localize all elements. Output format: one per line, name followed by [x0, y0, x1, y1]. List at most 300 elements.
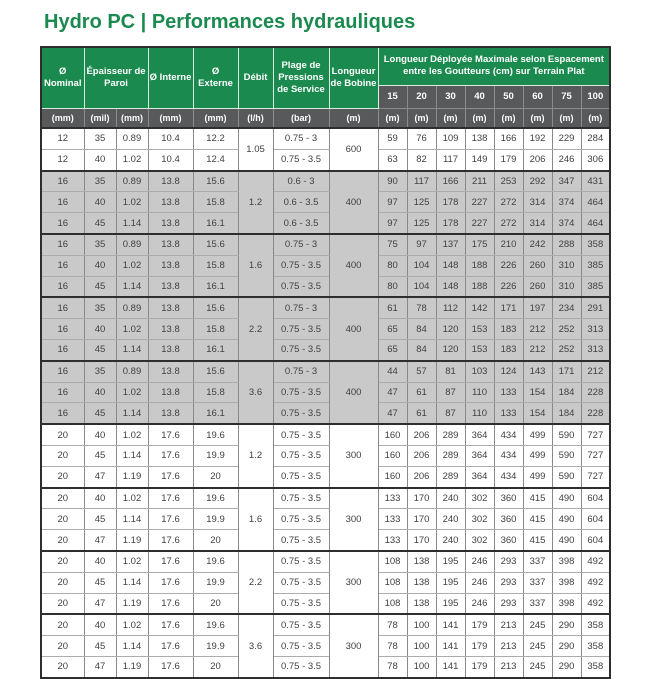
unit-spacing-30: (m): [436, 108, 465, 128]
deployed-length-cell: 290: [552, 656, 581, 677]
deployed-length-cell: 183: [494, 339, 523, 360]
nominal-diameter-cell: 16: [41, 319, 84, 340]
wall-thickness-mil-cell: 47: [84, 593, 116, 614]
wall-thickness-mil-cell: 35: [84, 234, 116, 255]
deployed-length-cell: 170: [407, 530, 436, 551]
wall-thickness-mil-cell: 47: [84, 466, 116, 487]
unit-spacing-15: (m): [378, 108, 407, 128]
deployed-length-cell: 364: [465, 445, 494, 466]
deployed-length-cell: 195: [436, 572, 465, 593]
deployed-length-cell: 246: [465, 593, 494, 614]
deployed-length-cell: 727: [581, 424, 610, 445]
deployed-length-cell: 206: [523, 149, 552, 170]
unit-spacing-20: (m): [407, 108, 436, 128]
deployed-length-cell: 360: [494, 509, 523, 530]
deployed-length-cell: 364: [465, 466, 494, 487]
unit-pressure: (bar): [273, 108, 329, 128]
deployed-length-cell: 82: [407, 149, 436, 170]
deployed-length-cell: 213: [494, 636, 523, 657]
nominal-diameter-cell: 12: [41, 128, 84, 149]
internal-diameter-cell: 13.8: [148, 382, 193, 403]
pressure-range-cell: 0.75 - 3.5: [273, 656, 329, 677]
deployed-length-cell: 289: [436, 445, 465, 466]
deployed-length-cell: 490: [552, 488, 581, 509]
coil-length-cell: 300: [329, 614, 378, 677]
deployed-length-cell: 227: [465, 213, 494, 234]
internal-diameter-cell: 17.6: [148, 551, 193, 572]
header-row-units: [41, 108, 610, 128]
deployed-length-cell: 374: [552, 192, 581, 213]
pressure-range-cell: 0.75 - 3.5: [273, 593, 329, 614]
deployed-length-cell: 240: [436, 509, 465, 530]
deployed-length-cell: 213: [494, 656, 523, 677]
deployed-length-cell: 206: [407, 445, 436, 466]
deployed-length-cell: 63: [378, 149, 407, 170]
deployed-length-cell: 213: [494, 614, 523, 635]
wall-thickness-mm-cell: 1.02: [116, 424, 148, 445]
deployed-length-cell: 108: [378, 572, 407, 593]
pressure-range-cell: 0.75 - 3.5: [273, 276, 329, 297]
table-row: [41, 636, 610, 657]
pressure-range-cell: 0.75 - 3.5: [273, 466, 329, 487]
table-row: [41, 361, 610, 382]
wall-thickness-mm-cell: 1.02: [116, 192, 148, 213]
table-row: [41, 297, 610, 318]
external-diameter-cell: 19.9: [193, 572, 238, 593]
internal-diameter-cell: 13.8: [148, 255, 193, 276]
deployed-length-cell: 240: [436, 530, 465, 551]
deployed-length-cell: 289: [436, 466, 465, 487]
deployed-length-cell: 153: [465, 339, 494, 360]
nominal-diameter-cell: 16: [41, 361, 84, 382]
wall-thickness-mil-cell: 45: [84, 213, 116, 234]
unit-spacing-40: (m): [465, 108, 494, 128]
deployed-length-cell: 314: [523, 213, 552, 234]
deployed-length-cell: 313: [581, 319, 610, 340]
col-header-spacing-40: 40: [465, 85, 494, 108]
deployed-length-cell: 499: [523, 466, 552, 487]
flow-rate-cell: 1.2: [238, 171, 273, 234]
table-row: [41, 276, 610, 297]
deployed-length-cell: 154: [523, 403, 552, 424]
deployed-length-cell: 290: [552, 614, 581, 635]
deployed-length-cell: 179: [465, 614, 494, 635]
table-row: [41, 339, 610, 360]
deployed-length-cell: 112: [436, 297, 465, 318]
col-header-internal-diameter: Ø Interne: [148, 47, 193, 108]
coil-length-cell: 400: [329, 234, 378, 297]
deployed-length-cell: 61: [378, 297, 407, 318]
deployed-length-cell: 108: [378, 551, 407, 572]
table-row: [41, 424, 610, 445]
deployed-length-cell: 166: [494, 128, 523, 149]
table-row: [41, 509, 610, 530]
unit-flow: (l/h): [238, 108, 273, 128]
flow-rate-cell: 1.05: [238, 128, 273, 171]
deployed-length-cell: 434: [494, 445, 523, 466]
deployed-length-cell: 210: [494, 234, 523, 255]
external-diameter-cell: 20: [193, 530, 238, 551]
deployed-length-cell: 78: [407, 297, 436, 318]
deployed-length-cell: 120: [436, 339, 465, 360]
deployed-length-cell: 179: [465, 656, 494, 677]
deployed-length-cell: 154: [523, 382, 552, 403]
table-row: [41, 593, 610, 614]
wall-thickness-mil-cell: 40: [84, 149, 116, 170]
internal-diameter-cell: 13.8: [148, 319, 193, 340]
pressure-range-cell: 0.75 - 3.5: [273, 424, 329, 445]
deployed-length-cell: 310: [552, 276, 581, 297]
deployed-length-cell: 148: [436, 255, 465, 276]
table-row: [41, 255, 610, 276]
wall-thickness-mm-cell: 1.14: [116, 572, 148, 593]
pressure-range-cell: 0.75 - 3.5: [273, 319, 329, 340]
flow-rate-cell: 2.2: [238, 297, 273, 360]
wall-thickness-mm-cell: 1.02: [116, 382, 148, 403]
wall-thickness-mm-cell: 0.89: [116, 361, 148, 382]
internal-diameter-cell: 13.8: [148, 171, 193, 192]
deployed-length-cell: 227: [465, 192, 494, 213]
deployed-length-cell: 100: [407, 636, 436, 657]
deployed-length-cell: 234: [552, 297, 581, 318]
deployed-length-cell: 84: [407, 339, 436, 360]
wall-thickness-mil-cell: 40: [84, 551, 116, 572]
hydraulic-performance-table: [40, 46, 611, 679]
external-diameter-cell: 15.6: [193, 234, 238, 255]
external-diameter-cell: 16.1: [193, 213, 238, 234]
internal-diameter-cell: 17.6: [148, 488, 193, 509]
deployed-length-cell: 120: [436, 319, 465, 340]
internal-diameter-cell: 10.4: [148, 149, 193, 170]
deployed-length-cell: 245: [523, 614, 552, 635]
deployed-length-cell: 171: [494, 297, 523, 318]
external-diameter-cell: 12.4: [193, 149, 238, 170]
deployed-length-cell: 288: [552, 234, 581, 255]
nominal-diameter-cell: 16: [41, 339, 84, 360]
wall-thickness-mm-cell: 1.14: [116, 339, 148, 360]
deployed-length-cell: 80: [378, 276, 407, 297]
wall-thickness-mil-cell: 40: [84, 488, 116, 509]
pressure-range-cell: 0.75 - 3.5: [273, 339, 329, 360]
wall-thickness-mil-cell: 45: [84, 339, 116, 360]
flow-rate-cell: 1.2: [238, 424, 273, 487]
internal-diameter-cell: 13.8: [148, 192, 193, 213]
table-row: [41, 445, 610, 466]
wall-thickness-mm-cell: 1.02: [116, 614, 148, 635]
deployed-length-cell: 138: [407, 551, 436, 572]
deployed-length-cell: 415: [523, 530, 552, 551]
external-diameter-cell: 19.9: [193, 445, 238, 466]
nominal-diameter-cell: 20: [41, 614, 84, 635]
deployed-length-cell: 188: [465, 255, 494, 276]
deployed-length-cell: 184: [552, 382, 581, 403]
page-title: Hydro PC | Performances hydrauliques: [44, 11, 416, 33]
wall-thickness-mil-cell: 47: [84, 530, 116, 551]
nominal-diameter-cell: 20: [41, 656, 84, 677]
unit-spacing-60: (m): [523, 108, 552, 128]
deployed-length-cell: 153: [465, 319, 494, 340]
pressure-range-cell: 0.75 - 3.5: [273, 509, 329, 530]
deployed-length-cell: 727: [581, 445, 610, 466]
deployed-length-cell: 293: [494, 572, 523, 593]
wall-thickness-mm-cell: 1.14: [116, 276, 148, 297]
deployed-length-cell: 47: [378, 403, 407, 424]
coil-length-cell: 400: [329, 171, 378, 234]
deployed-length-cell: 178: [436, 192, 465, 213]
nominal-diameter-cell: 20: [41, 636, 84, 657]
coil-length-cell: 300: [329, 488, 378, 551]
internal-diameter-cell: 17.6: [148, 424, 193, 445]
deployed-length-cell: 226: [494, 255, 523, 276]
external-diameter-cell: 19.6: [193, 551, 238, 572]
deployed-length-cell: 492: [581, 572, 610, 593]
deployed-length-cell: 138: [407, 593, 436, 614]
external-diameter-cell: 15.8: [193, 255, 238, 276]
deployed-length-cell: 110: [465, 382, 494, 403]
wall-thickness-mil-cell: 35: [84, 128, 116, 149]
wall-thickness-mm-cell: 0.89: [116, 297, 148, 318]
deployed-length-cell: 291: [581, 297, 610, 318]
nominal-diameter-cell: 12: [41, 149, 84, 170]
table-row: [41, 614, 610, 635]
pressure-range-cell: 0.75 - 3.5: [273, 403, 329, 424]
table-row: [41, 488, 610, 509]
deployed-length-cell: 499: [523, 424, 552, 445]
coil-length-cell: 400: [329, 361, 378, 424]
internal-diameter-cell: 17.6: [148, 614, 193, 635]
pressure-range-cell: 0.75 - 3: [273, 361, 329, 382]
deployed-length-cell: 434: [494, 424, 523, 445]
deployed-length-cell: 57: [407, 361, 436, 382]
deployed-length-cell: 138: [407, 572, 436, 593]
wall-thickness-mm-cell: 1.14: [116, 445, 148, 466]
deployed-length-cell: 125: [407, 192, 436, 213]
wall-thickness-mm-cell: 1.14: [116, 636, 148, 657]
unit-spacing-75: (m): [552, 108, 581, 128]
deployed-length-cell: 59: [378, 128, 407, 149]
table-row: [41, 234, 610, 255]
deployed-length-cell: 289: [436, 424, 465, 445]
internal-diameter-cell: 17.6: [148, 572, 193, 593]
pressure-range-cell: 0.75 - 3.5: [273, 382, 329, 403]
deployed-length-cell: 727: [581, 466, 610, 487]
pressure-range-cell: 0.75 - 3.5: [273, 572, 329, 593]
deployed-length-cell: 179: [465, 636, 494, 657]
deployed-length-cell: 229: [552, 128, 581, 149]
deployed-length-cell: 293: [494, 593, 523, 614]
external-diameter-cell: 15.6: [193, 297, 238, 318]
deployed-length-cell: 160: [378, 424, 407, 445]
deployed-length-cell: 206: [407, 424, 436, 445]
deployed-length-cell: 246: [465, 572, 494, 593]
nominal-diameter-cell: 16: [41, 234, 84, 255]
deployed-length-cell: 133: [378, 530, 407, 551]
internal-diameter-cell: 17.6: [148, 636, 193, 657]
deployed-length-cell: 246: [465, 551, 494, 572]
pressure-range-cell: 0.6 - 3: [273, 171, 329, 192]
deployed-length-cell: 245: [523, 656, 552, 677]
nominal-diameter-cell: 16: [41, 171, 84, 192]
deployed-length-cell: 133: [378, 509, 407, 530]
deployed-length-cell: 212: [523, 319, 552, 340]
deployed-length-cell: 160: [378, 466, 407, 487]
deployed-length-cell: 192: [523, 128, 552, 149]
external-diameter-cell: 16.1: [193, 339, 238, 360]
internal-diameter-cell: 13.8: [148, 339, 193, 360]
col-header-flow-rate: Débit: [238, 47, 273, 108]
deployed-length-cell: 108: [378, 593, 407, 614]
deployed-length-cell: 358: [581, 656, 610, 677]
deployed-length-cell: 337: [523, 551, 552, 572]
deployed-length-cell: 360: [494, 530, 523, 551]
col-header-coil-length: Longueur de Bobine: [329, 47, 378, 108]
external-diameter-cell: 20: [193, 656, 238, 677]
external-diameter-cell: 16.1: [193, 276, 238, 297]
col-header-nominal: Ø Nominal: [41, 47, 84, 108]
deployed-length-cell: 78: [378, 636, 407, 657]
wall-thickness-mil-cell: 47: [84, 656, 116, 677]
wall-thickness-mm-cell: 1.19: [116, 530, 148, 551]
col-header-max-deployed-length: Longueur Déployée Maximale selon Espacement entre les Goutteurs (cm) sur Terrain Plat: [378, 47, 610, 85]
deployed-length-cell: 212: [523, 339, 552, 360]
external-diameter-cell: 15.6: [193, 361, 238, 382]
table-row: [41, 192, 610, 213]
external-diameter-cell: 19.6: [193, 424, 238, 445]
deployed-length-cell: 310: [552, 255, 581, 276]
deployed-length-cell: 188: [465, 276, 494, 297]
col-header-external-diameter: Ø Externe: [193, 47, 238, 108]
deployed-length-cell: 143: [523, 361, 552, 382]
wall-thickness-mm-cell: 1.02: [116, 551, 148, 572]
wall-thickness-mil-cell: 35: [84, 171, 116, 192]
pressure-range-cell: 0.75 - 3.5: [273, 614, 329, 635]
deployed-length-cell: 306: [581, 149, 610, 170]
deployed-length-cell: 242: [523, 234, 552, 255]
wall-thickness-mm-cell: 1.19: [116, 466, 148, 487]
wall-thickness-mm-cell: 1.02: [116, 255, 148, 276]
deployed-length-cell: 75: [378, 234, 407, 255]
deployed-length-cell: 166: [436, 171, 465, 192]
external-diameter-cell: 15.8: [193, 192, 238, 213]
nominal-diameter-cell: 16: [41, 403, 84, 424]
deployed-length-cell: 206: [407, 466, 436, 487]
wall-thickness-mil-cell: 45: [84, 636, 116, 657]
deployed-length-cell: 252: [552, 319, 581, 340]
deployed-length-cell: 398: [552, 593, 581, 614]
nominal-diameter-cell: 20: [41, 572, 84, 593]
deployed-length-cell: 415: [523, 488, 552, 509]
wall-thickness-mil-cell: 45: [84, 445, 116, 466]
nominal-diameter-cell: 16: [41, 213, 84, 234]
external-diameter-cell: 19.9: [193, 509, 238, 530]
wall-thickness-mil-cell: 45: [84, 572, 116, 593]
deployed-length-cell: 78: [378, 614, 407, 635]
table-row: [41, 530, 610, 551]
deployed-length-cell: 590: [552, 424, 581, 445]
wall-thickness-mil-cell: 35: [84, 361, 116, 382]
deployed-length-cell: 87: [436, 403, 465, 424]
wall-thickness-mm-cell: 1.14: [116, 213, 148, 234]
deployed-length-cell: 604: [581, 509, 610, 530]
deployed-length-cell: 604: [581, 530, 610, 551]
external-diameter-cell: 19.6: [193, 614, 238, 635]
external-diameter-cell: 15.8: [193, 382, 238, 403]
deployed-length-cell: 110: [465, 403, 494, 424]
pressure-range-cell: 0.75 - 3.5: [273, 488, 329, 509]
deployed-length-cell: 125: [407, 213, 436, 234]
pressure-range-cell: 0.75 - 3: [273, 234, 329, 255]
pressure-range-cell: 0.75 - 3.5: [273, 255, 329, 276]
deployed-length-cell: 81: [436, 361, 465, 382]
deployed-length-cell: 44: [378, 361, 407, 382]
pressure-range-cell: 0.6 - 3.5: [273, 213, 329, 234]
col-header-pressure-range: Plage de Pressions de Service: [273, 47, 329, 108]
deployed-length-cell: 253: [494, 171, 523, 192]
deployed-length-cell: 260: [523, 276, 552, 297]
deployed-length-cell: 337: [523, 572, 552, 593]
deployed-length-cell: 104: [407, 276, 436, 297]
deployed-length-cell: 197: [523, 297, 552, 318]
deployed-length-cell: 246: [552, 149, 581, 170]
deployed-length-cell: 148: [436, 276, 465, 297]
deployed-length-cell: 109: [436, 128, 465, 149]
internal-diameter-cell: 13.8: [148, 213, 193, 234]
deployed-length-cell: 358: [581, 234, 610, 255]
external-diameter-cell: 12.2: [193, 128, 238, 149]
wall-thickness-mil-cell: 40: [84, 382, 116, 403]
internal-diameter-cell: 17.6: [148, 466, 193, 487]
internal-diameter-cell: 17.6: [148, 656, 193, 677]
deployed-length-cell: 313: [581, 339, 610, 360]
wall-thickness-mm-cell: 1.02: [116, 319, 148, 340]
wall-thickness-mil-cell: 40: [84, 192, 116, 213]
external-diameter-cell: 20: [193, 466, 238, 487]
deployed-length-cell: 80: [378, 255, 407, 276]
table-header: [41, 47, 610, 128]
table-row: [41, 572, 610, 593]
wall-thickness-mm-cell: 1.19: [116, 593, 148, 614]
flow-rate-cell: 1.6: [238, 488, 273, 551]
unit-spacing-50: (m): [494, 108, 523, 128]
wall-thickness-mil-cell: 45: [84, 509, 116, 530]
pressure-range-cell: 0.75 - 3.5: [273, 636, 329, 657]
nominal-diameter-cell: 16: [41, 382, 84, 403]
deployed-length-cell: 347: [552, 171, 581, 192]
deployed-length-cell: 385: [581, 255, 610, 276]
deployed-length-cell: 141: [436, 636, 465, 657]
deployed-length-cell: 360: [494, 488, 523, 509]
table-row: [41, 171, 610, 192]
internal-diameter-cell: 17.6: [148, 509, 193, 530]
wall-thickness-mm-cell: 1.02: [116, 149, 148, 170]
deployed-length-cell: 302: [465, 488, 494, 509]
deployed-length-cell: 464: [581, 192, 610, 213]
wall-thickness-mil-cell: 45: [84, 403, 116, 424]
deployed-length-cell: 302: [465, 530, 494, 551]
deployed-length-cell: 97: [407, 234, 436, 255]
deployed-length-cell: 228: [581, 382, 610, 403]
deployed-length-cell: 97: [378, 213, 407, 234]
nominal-diameter-cell: 20: [41, 593, 84, 614]
pressure-range-cell: 0.75 - 3.5: [273, 445, 329, 466]
pressure-range-cell: 0.75 - 3: [273, 128, 329, 149]
table-row: [41, 551, 610, 572]
deployed-length-cell: 171: [552, 361, 581, 382]
deployed-length-cell: 195: [436, 593, 465, 614]
deployed-length-cell: 117: [407, 171, 436, 192]
deployed-length-cell: 272: [494, 213, 523, 234]
deployed-length-cell: 240: [436, 488, 465, 509]
